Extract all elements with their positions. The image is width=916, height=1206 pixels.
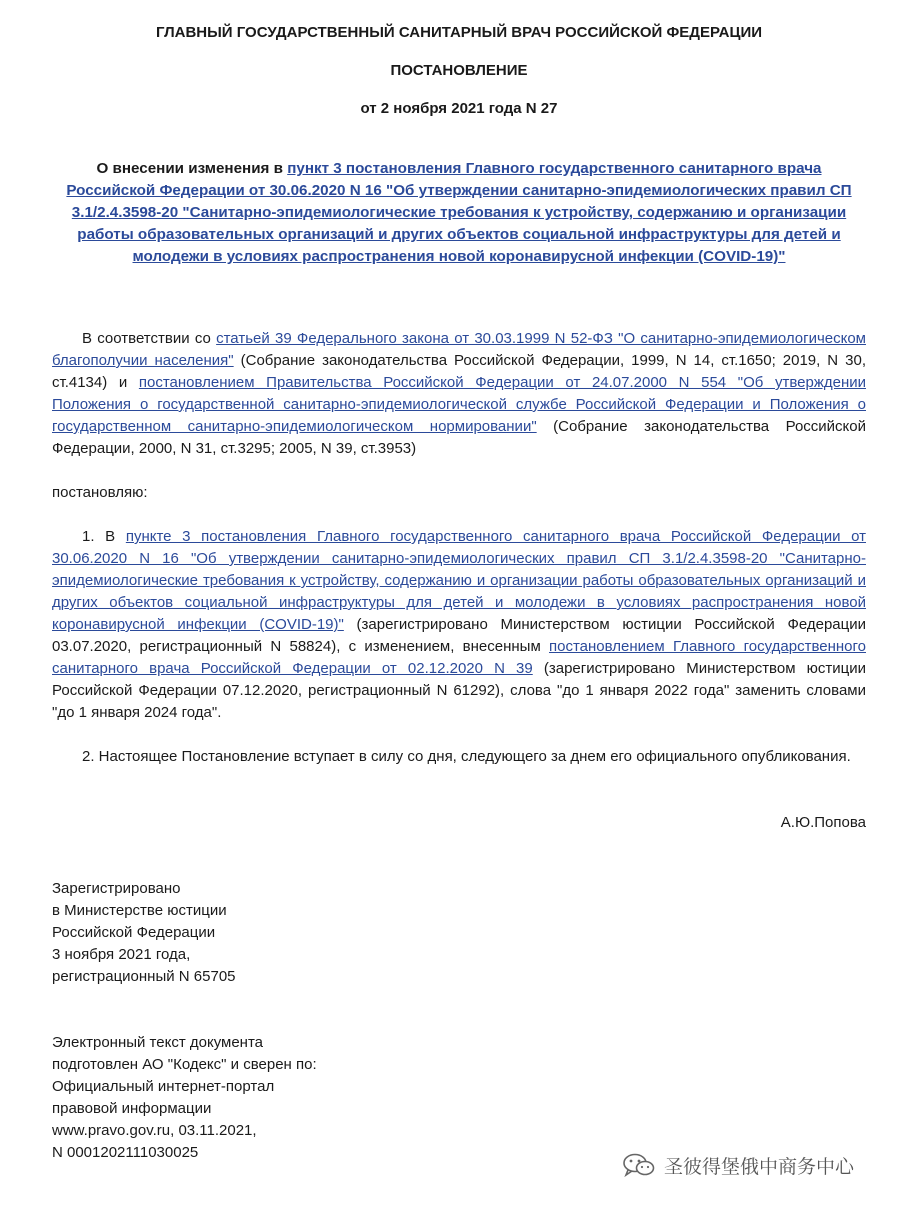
source-note-block [52, 1032, 317, 1164]
document-type: ПОСТАНОВЛЕНИЕ [390, 62, 528, 79]
item-1-decree-link[interactable]: пункте 3 постановления Главного государственного санитарного врача Российской Федерации от 30.06.2020 N 16 "Об утверждении санитарно-эпидемиологических правил СП 3.1/2.4.3598-20 "Санитарно-эпидемиологические требования к устройству, содержанию и организации работы образовательных организаций и других объектов социальной инфраструктуры для детей и молодежи в условиях распространения новой коронавирусной инфекции (COVID-19)" [52, 528, 866, 633]
item-1-text-3: (зарегистрировано Министерством юстиции Российской Федерации 07.12.2020, регистрационный N 61292), слова "до 1 января 2022 года" заменить словами "до 1 января 2024 года". [52, 660, 866, 721]
signature: А.Ю.Попова [780, 814, 866, 831]
source-note-line: Официальный интернет-портал [52, 1078, 275, 1095]
source-note-line: подготовлен АО "Кодекс" и сверен по: [52, 1056, 317, 1073]
item-1-text-2: (зарегистрировано Министерством юстиции Российской Федерации 03.07.2020, регистрационный N 58824), с изменением, внесенным [52, 616, 867, 655]
item-1-text-1: 1. В [82, 528, 126, 545]
source-note-line: www.pravo.gov.ru, 03.11.2021, [52, 1122, 257, 1139]
title-link[interactable]: пункт 3 постановления Главного государственного санитарного врача Российской Федерации от 30.06.2020 N 16 "Об утверждении санитарно-эпидемиологических правил СП 3.1/2.4.3598-20 "Санитарно-эпидемиологические требования к устройству, содержанию и организации работы образовательных организаций и других объектов социальной инфраструктуры для детей и молодежи в условиях распространения новой коронавирусной инфекции (COVID-19)" [66, 160, 852, 265]
preamble-text-3: (Собрание законодательства Российской Федерации, 2000, N 31, ст.3295; 2005, N 39, ст.3953) [52, 418, 867, 457]
source-note-line: правовой информации [52, 1100, 212, 1117]
document-title [52, 158, 866, 268]
registration-line: Российской Федерации [52, 924, 216, 941]
registration-line: в Министерстве юстиции [52, 902, 227, 919]
resolve-word: постановляю: [52, 484, 148, 501]
registration-line: регистрационный N 65705 [52, 968, 236, 985]
document-date-number: от 2 ноября 2021 года N 27 [360, 100, 558, 117]
preamble-text-2: (Собрание законодательства Российской Федерации, 1999, N 14, ст.1650; 2019, N 30, ст.4134) и [52, 352, 866, 391]
item-1-paragraph [52, 526, 866, 724]
source-note-line: Электронный текст документа [52, 1034, 264, 1051]
preamble-text-1: В соответствии со [82, 330, 217, 347]
item-2-paragraph: 2. Настоящее Постановление вступает в силу со дня, следующего за днем его официального опубликования. [82, 748, 851, 765]
preamble-government-link[interactable]: постановлением Правительства Российской Федерации от 24.07.2000 N 554 "Об утверждении Положения о государственной санитарно-эпидемиологической службе Российской Федерации и Положения о государственном санитарно-эпидемиологическом нормировании" [52, 374, 866, 435]
issuing-authority: ГЛАВНЫЙ ГОСУДАРСТВЕННЫЙ САНИТАРНЫЙ ВРАЧ РОССИЙСКОЙ ФЕДЕРАЦИИ [155, 24, 763, 41]
wechat-icon [622, 1152, 656, 1178]
item-1-amendment-link[interactable]: постановлением Главного государственного санитарного врача Российской Федерации от 02.12.2020 N 39 [52, 638, 866, 677]
registration-line: 3 ноября 2021 года, [52, 946, 191, 963]
registration-line: Зарегистрировано [52, 880, 181, 897]
watermark [622, 1152, 854, 1178]
source-note-line: N 0001202111030025 [52, 1144, 199, 1161]
title-prefix: О внесении изменения в [96, 160, 288, 177]
watermark-text: 圣彼得堡俄中商务中心 [664, 1156, 855, 1178]
registration-block [52, 878, 236, 988]
preamble-paragraph [52, 328, 866, 460]
preamble-law-link[interactable]: статьей 39 Федерального закона от 30.03.1999 N 52-ФЗ "О санитарно-эпидемиологическом благополучии населения" [52, 330, 866, 369]
